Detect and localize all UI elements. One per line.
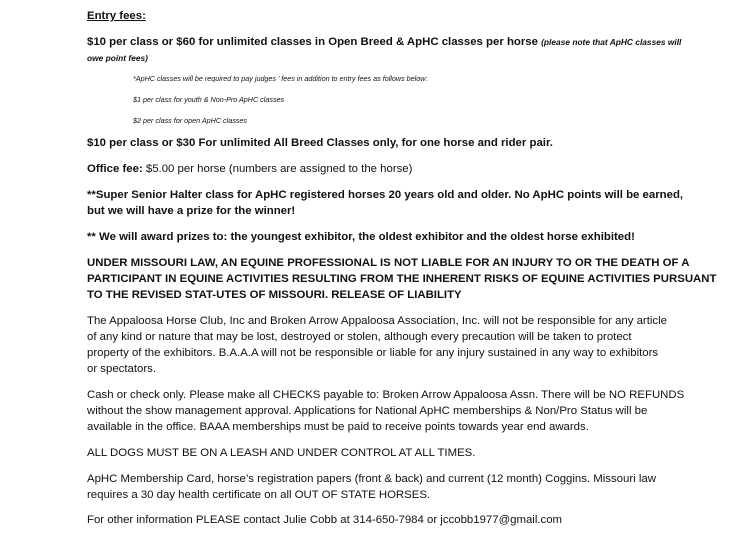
office-fee-label: Office fee: bbox=[87, 163, 143, 175]
super-senior-line-1: **Super Senior Halter class for ApHC registered horses 20 years old and older. No ApHC points will be earned, bbox=[87, 189, 684, 201]
payment-line-2: without the show management approval. Applications for National ApHC memberships & Non/Pro Status will be bbox=[87, 405, 648, 417]
responsibility-line-1: The Appaloosa Horse Club, Inc and Broken Arrow Appaloosa Association, Inc. will not be responsible for any article bbox=[87, 315, 667, 327]
open-breed-note-a: (please note that ApHC classes will bbox=[541, 37, 682, 47]
open-breed-note-b: owe point fees) bbox=[87, 53, 148, 63]
open-fee-note: $2 per class for open ApHC classes bbox=[133, 116, 247, 125]
responsibility-line-3: property of the exhibitors. B.A.A.A will not be responsible or liable for any injury sustained in any way to exhibitors bbox=[87, 347, 659, 359]
contact-line: For other information PLEASE contact Julie Cobb at 314-650-7984 or jccobb1977@gmail.com bbox=[87, 514, 563, 526]
liability-line-1: UNDER MISSOURI LAW, AN EQUINE PROFESSIONAL IS NOT LIABLE FOR AN INJURY TO OR THE DEATH OF A bbox=[87, 257, 690, 269]
liability-line-2: PARTICIPANT IN EQUINE ACTIVITIES RESULTING FROM THE INHERENT RISKS OF EQUINE ACTIVITIES PURSUANT bbox=[87, 273, 717, 285]
all-breed-fee-line: $10 per class or $30 For unlimited All Breed Classes only, for one horse and rider pair. bbox=[87, 137, 553, 149]
entry-fees-heading: Entry fees: bbox=[87, 10, 146, 22]
responsibility-line-2: of any kind or nature that may be lost, destroyed or stolen, although every precaution will be taken to protect bbox=[87, 331, 632, 343]
super-senior-line-2: but we will have a prize for the winner! bbox=[87, 205, 296, 217]
open-breed-fee-line bbox=[87, 34, 727, 51]
payment-line-1: Cash or check only. Please make all CHECKS payable to: Broken Arrow Appaloosa Assn. There will be NO REFUNDS bbox=[87, 389, 685, 401]
payment-line-3: available in the office. BAAA memberships must be paid to receive points towards year end awards. bbox=[87, 421, 589, 433]
dogs-rule-line: ALL DOGS MUST BE ON A LEASH AND UNDER CONTROL AT ALL TIMES. bbox=[87, 447, 476, 459]
liability-line-3: TO THE REVISED STAT-UTES OF MISSOURI. RELEASE OF LIABILITY bbox=[87, 289, 462, 301]
office-fee-value: $5.00 per horse (numbers are assigned to the horse) bbox=[142, 163, 413, 175]
youth-fee-note: $1 per class for youth & Non-Pro ApHC classes bbox=[133, 95, 285, 104]
responsibility-line-4: or spectators. bbox=[87, 363, 157, 375]
requirements-line-2: requires a 30 day health certificate on all OUT OF STATE HORSES. bbox=[87, 489, 431, 501]
open-breed-fee-text: $10 per class or $60 for unlimited classes in Open Breed & ApHC classes per horse bbox=[87, 36, 538, 48]
requirements-line-1: ApHC Membership Card, horse’s registration papers (front & back) and current (12 month) Coggins. Missouri law bbox=[87, 473, 656, 485]
prizes-line: ** We will award prizes to: the youngest exhibitor, the oldest exhibitor and the oldest horse exhibited! bbox=[87, 231, 635, 243]
office-fee-line bbox=[87, 161, 727, 178]
judges-fee-note: *ApHC classes will be required to pay judges ’ fees in addition to entry fees as follows below: bbox=[133, 74, 428, 83]
